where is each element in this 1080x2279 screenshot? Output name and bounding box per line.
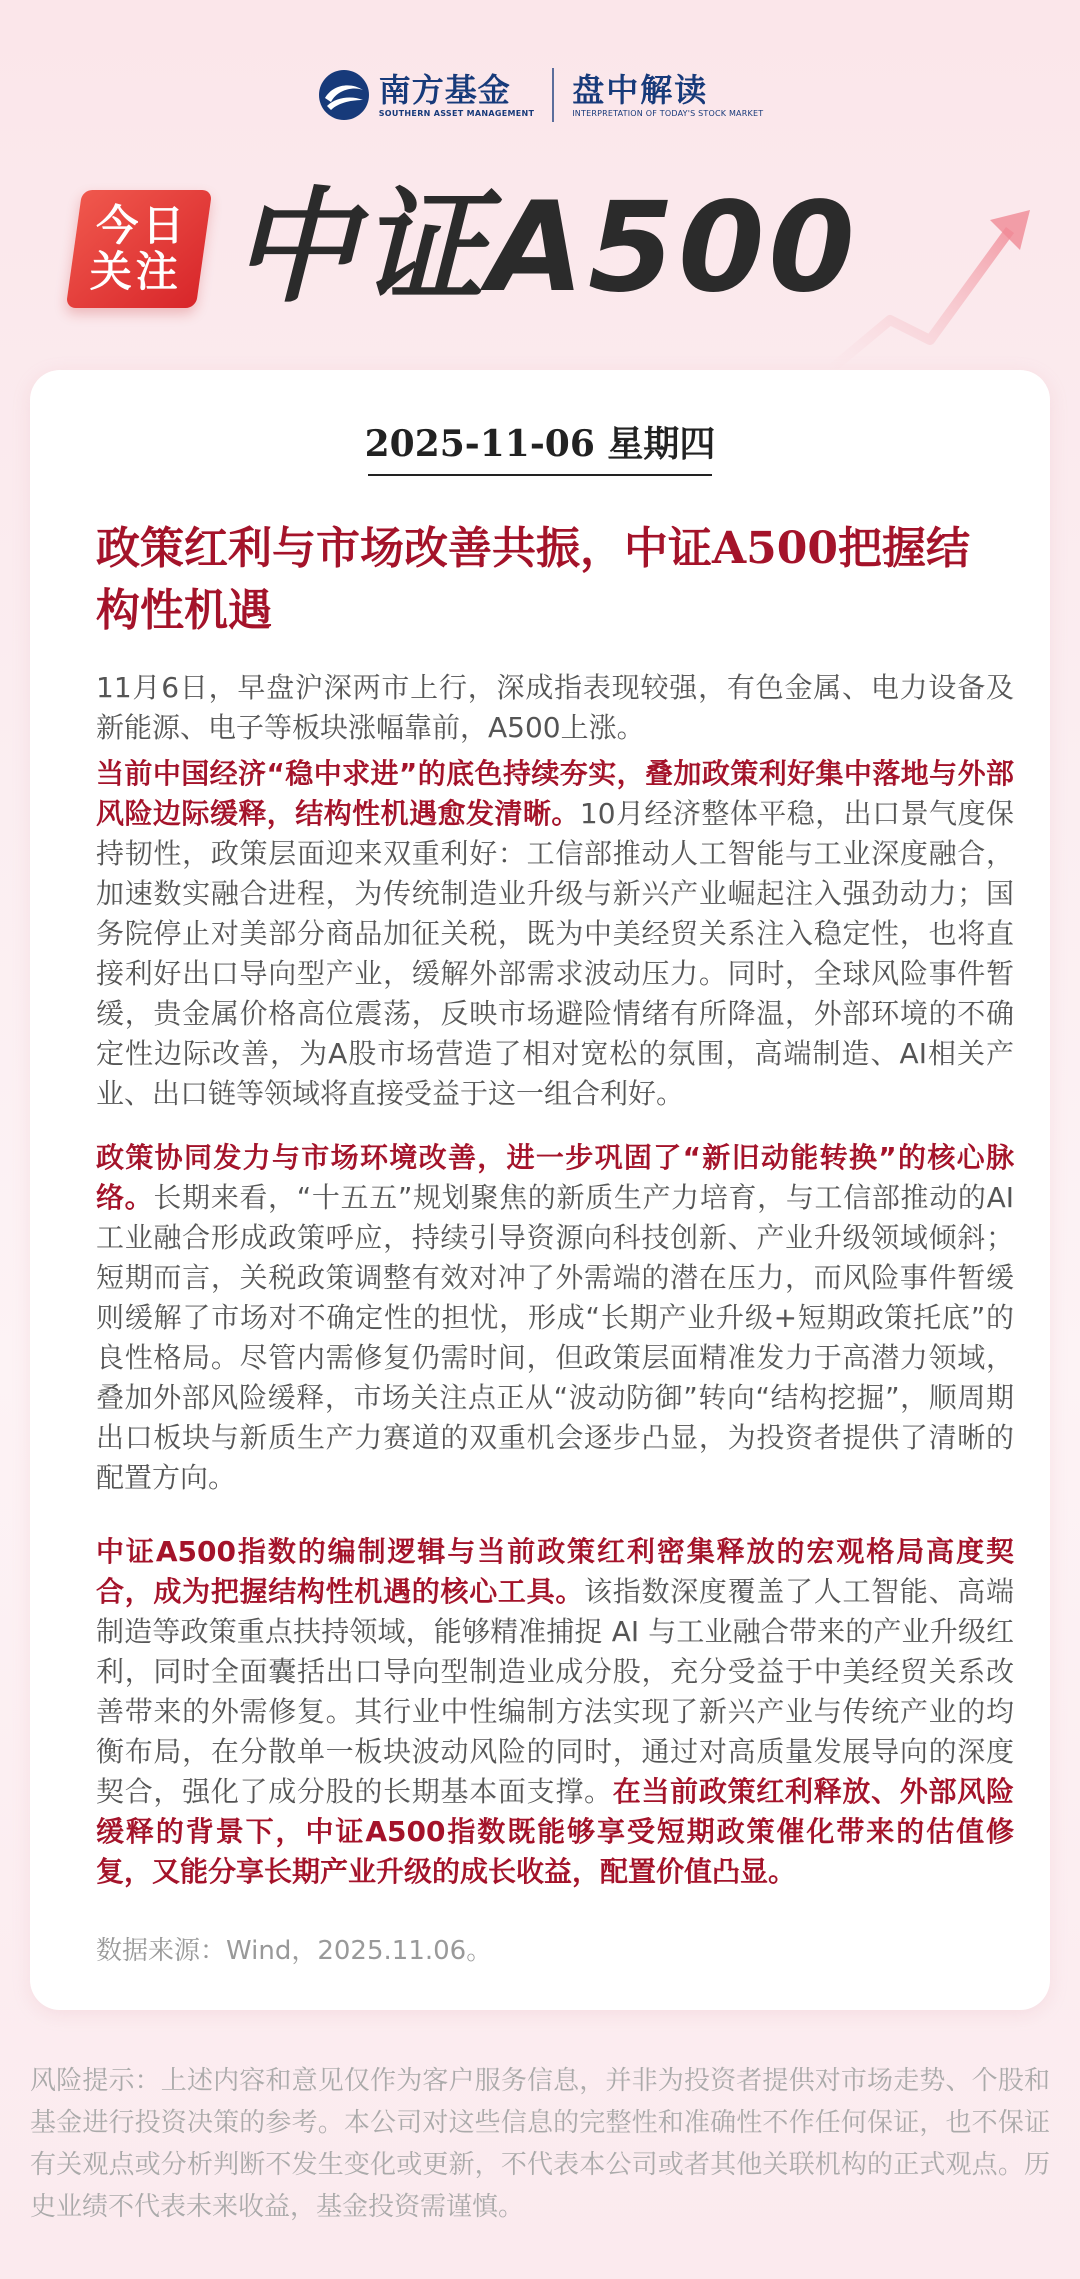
paragraph-4 bbox=[96, 1532, 1014, 1892]
paragraph-4-text: 该指数深度覆盖了人工智能、高端制造等政策重点扶持领域，能够精准捕捉 AI 与工业融合带来的产业升级红利，同时全面囊括出口导向型制造业成分股，充分受益于中美经贸关系改善带来的外需修复。其行业中性编制方法实现了新兴产业与传统产业的均衡布局，在分散单一板块波动风险的同时，通过对高质量发展导向的深度契合，强化了成分股的长期基本面支撑。 bbox=[96, 1575, 1014, 1808]
risk-disclaimer: 风险提示：上述内容和意见仅作为客户服务信息，并非为投资者提供对市场走势、个股和基金进行投资决策的参考。本公司对这些信息的完整性和准确性不作任何保证，也不保证有关观点或分析判断不发生变化或更新，不代表本公司或者其他关联机构的正式观点。历史业绩不代表未来收益，基金投资需谨慎。 bbox=[30, 2066, 1050, 2222]
article-card bbox=[30, 370, 1050, 2010]
brand-divider bbox=[552, 68, 554, 122]
paragraph-3 bbox=[96, 1138, 1014, 1498]
brand-name: 南方基金 bbox=[378, 71, 511, 109]
paragraph-3-highlight: 政策协同发力与市场环境改善，进一步巩固了“新旧动能转换”的核心脉络。 bbox=[96, 1141, 1014, 1214]
brand-name-en: SOUTHERN ASSET MANAGEMENT bbox=[378, 109, 535, 118]
today-focus-badge bbox=[66, 190, 213, 308]
hero-title: 中证A500 bbox=[232, 176, 859, 320]
paragraph-4-highlight-2: 在当前政策红利释放、外部风险缓释的背景下，中证A500指数既能够享受短期政策催化带来的估值修复，又能分享长期产业升级的成长收益，配置价值凸显。 bbox=[96, 1775, 1014, 1888]
paragraph-2-text: 10月经济整体平稳，出口景气度保持韧性，政策层面迎来双重利好：工信部推动人工智能与工业深度融合，加速数实融合进程，为传统制造业升级与新兴产业崛起注入强劲动力；国务院停止对美部分商品加征关税，既为中美经贸关系注入稳定性，也将直接利好出口导向型产业，缓解外部需求波动压力。同时，全球风险事件暂缓，贵金属价格高位震荡，反映市场避险情绪有所降温，外部环境的不确定性边际改善，为A股市场营造了相对宽松的氛围，高端制造、AI相关产业、出口链等领域将直接受益于这一组合利好。 bbox=[96, 797, 1014, 1110]
column-title bbox=[572, 71, 763, 119]
paragraph-2-highlight: 当前中国经济“稳中求进”的底色持续夯实，叠加政策利好集中落地与外部风险边际缓释，结构性机遇愈发清晰。 bbox=[96, 757, 1014, 830]
date-underline bbox=[368, 474, 712, 476]
article-date: 2025-11-06 星期四 bbox=[364, 423, 716, 465]
badge-line-2: 关注 bbox=[89, 247, 182, 296]
paragraph-2 bbox=[96, 754, 1014, 1114]
paragraph-1: 11月6日，早盘沪深两市上行，深成指表现较强，有色金属、电力设备及新能源、电子等板块涨幅靠前，A500上涨。 bbox=[96, 671, 1014, 744]
column-name-en: INTERPRETATION OF TODAY'S STOCK MARKET bbox=[572, 109, 764, 118]
header bbox=[0, 0, 1080, 370]
data-source: 数据来源：Wind，2025.11.06。 bbox=[96, 1936, 493, 1966]
brand bbox=[317, 68, 535, 122]
paragraph-4-highlight: 中证A500指数的编制逻辑与当前政策红利密集释放的宏观格局高度契合，成为把握结构性机遇的核心工具。 bbox=[96, 1535, 1014, 1608]
brand-bar bbox=[0, 68, 1080, 122]
badge-line-1: 今日 bbox=[96, 201, 189, 250]
article-title: 政策红利与市场改善共振，中证A500把握结构性机遇 bbox=[96, 523, 970, 636]
southern-fund-logo-icon bbox=[317, 68, 371, 122]
column-name: 盘中解读 bbox=[572, 71, 709, 109]
paragraph-3-text: 长期来看，“十五五”规划聚焦的新质生产力培育，与工信部推动的AI工业融合形成政策呼应，持续引导资源向科技创新、产业升级领域倾斜；短期而言，关税政策调整有效对冲了外需端的潜在压力，而风险事件暂缓则缓解了市场对不确定性的担忧，形成“长期产业升级+短期政策托底”的良性格局。尽管内需修复仍需时间，但政策层面精准发力于高潜力领域，叠加外部风险缓释，市场关注点正从“波动防御”转向“结构挖掘”，顺周期出口板块与新质生产力赛道的双重机会逐步凸显，为投资者提供了清晰的配置方向。 bbox=[96, 1181, 1014, 1494]
